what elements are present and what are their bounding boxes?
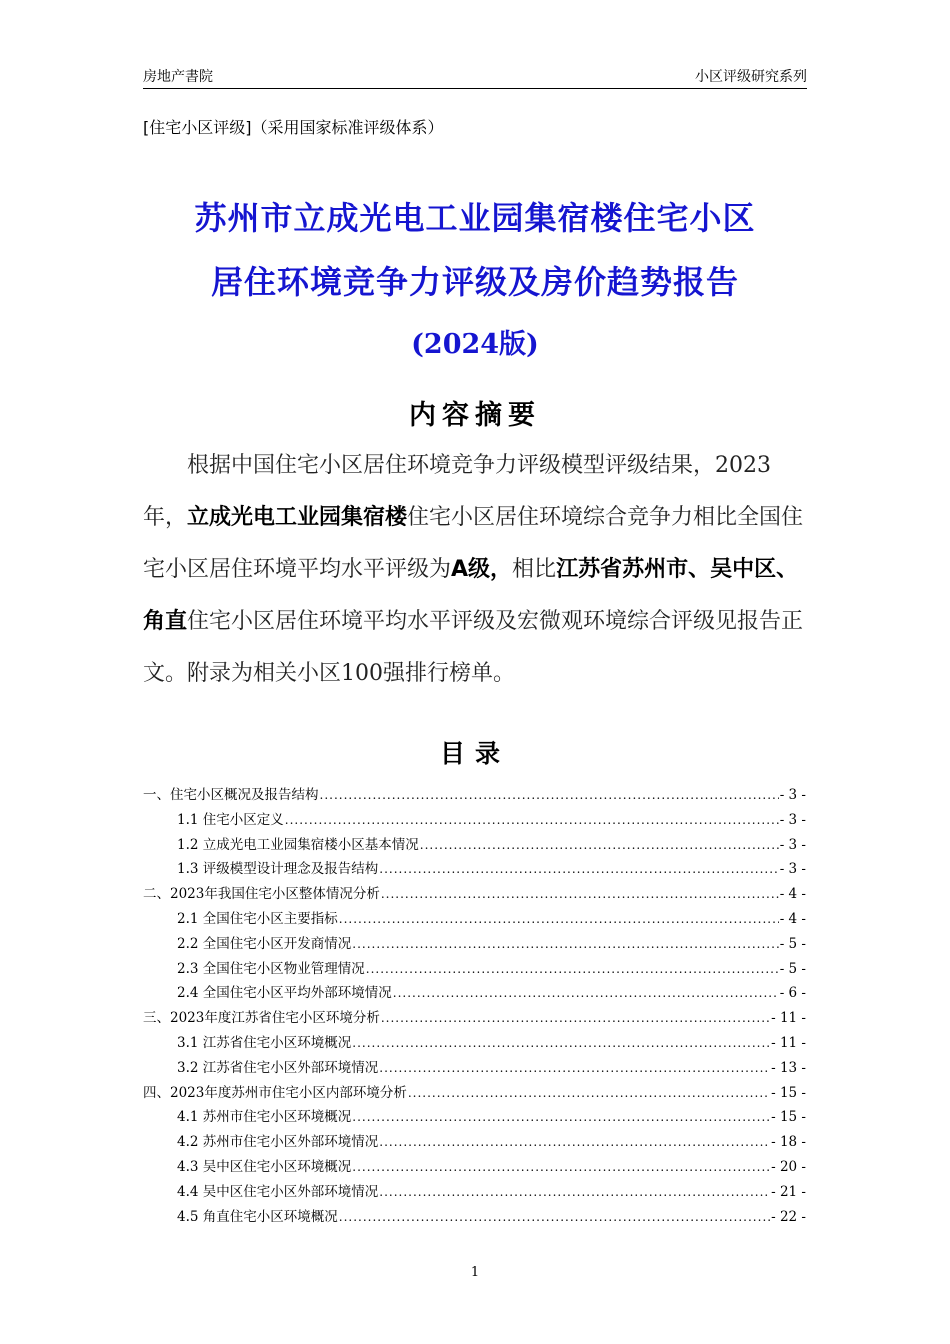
toc-leader-dots bbox=[352, 1160, 770, 1174]
toc-leader-dots bbox=[393, 986, 779, 1000]
header-left-text: 房地产書院 bbox=[143, 69, 213, 85]
toc-entry-page: - 5 - bbox=[779, 935, 806, 952]
abstract-text-4: 住宅小区居住环境平均水平评级及宏微观环境综合评级见报告正文。附录为相关小区100强排行榜单。 bbox=[143, 609, 804, 686]
toc-entry-label: 三、2023年度江苏省住宅小区环境分析 bbox=[143, 1010, 380, 1027]
toc-leader-dots bbox=[339, 912, 779, 926]
toc-entry[interactable] bbox=[143, 981, 806, 1006]
toc-leader-dots bbox=[408, 1086, 770, 1100]
table-of-contents bbox=[143, 783, 806, 1229]
toc-entry-label: 一、住宅小区概况及报告结构 bbox=[143, 787, 319, 803]
report-edition: (2024版) bbox=[411, 329, 539, 360]
toc-entry-page: - 11 - bbox=[771, 1034, 806, 1051]
toc-entry-label: 4.3 吴中区住宅小区环境概况 bbox=[177, 1158, 352, 1175]
abstract-heading: 内容摘要 bbox=[409, 400, 541, 431]
toc-leader-dots bbox=[339, 1210, 770, 1224]
toc-entry-label: 1.2 立成光电工业园集宿楼小区基本情况 bbox=[177, 836, 419, 853]
toc-entry-label: 4.4 吴中区住宅小区外部环境情况 bbox=[177, 1183, 379, 1200]
toc-leader-dots bbox=[379, 1185, 770, 1199]
toc-entry-page: - 3 - bbox=[779, 811, 806, 828]
toc-leader-dots bbox=[381, 1011, 770, 1025]
toc-entry[interactable] bbox=[143, 1130, 806, 1155]
toc-entry-label: 4.2 苏州市住宅小区外部环境情况 bbox=[177, 1134, 379, 1151]
toc-entry-label: 4.5 角直住宅小区环境概况 bbox=[177, 1208, 338, 1225]
toc-leader-dots bbox=[366, 962, 779, 976]
toc-entry-page: - 13 - bbox=[771, 1059, 806, 1076]
abstract-text-2: 住宅小区居住环境综合竞争力相比全国住宅小区居住环境平均水平评级为 bbox=[143, 505, 804, 582]
toc-entry-page: - 3 - bbox=[779, 787, 806, 803]
toc-leader-dots bbox=[352, 937, 778, 951]
toc-entry-label: 3.2 江苏省住宅小区外部环境情况 bbox=[177, 1059, 379, 1076]
toc-leader-dots bbox=[352, 1110, 770, 1124]
abstract-bold-1: 立成光电工业园集宿楼 bbox=[187, 505, 408, 530]
toc-entry-label: 1.1 住宅小区定义 bbox=[177, 811, 284, 828]
toc-entry[interactable] bbox=[143, 1031, 806, 1056]
toc-entry-page: - 3 - bbox=[779, 861, 806, 878]
toc-entry-label: 3.1 江苏省住宅小区环境概况 bbox=[177, 1034, 352, 1051]
toc-entry-page: - 18 - bbox=[771, 1134, 806, 1151]
toc-entry[interactable] bbox=[143, 808, 806, 833]
toc-entry-page: - 6 - bbox=[779, 985, 806, 1002]
toc-leader-dots bbox=[285, 813, 779, 827]
toc-entry[interactable] bbox=[143, 1006, 806, 1031]
abstract-paragraph bbox=[143, 440, 808, 700]
toc-entry-page: - 15 - bbox=[771, 1109, 806, 1126]
toc-entry-page: - 4 - bbox=[779, 910, 806, 927]
toc-entry-page: - 22 - bbox=[771, 1208, 806, 1225]
toc-leader-dots bbox=[320, 788, 779, 802]
abstract-text-3: 相比 bbox=[512, 557, 557, 582]
toc-entry-page: - 4 - bbox=[779, 886, 806, 903]
toc-leader-dots bbox=[379, 1061, 770, 1075]
toc-entry[interactable] bbox=[143, 907, 806, 932]
toc-entry[interactable] bbox=[143, 1105, 806, 1130]
toc-entry[interactable] bbox=[143, 882, 806, 907]
toc-entry[interactable] bbox=[143, 932, 806, 957]
toc-entry-page: - 5 - bbox=[779, 960, 806, 977]
toc-entry-page: - 20 - bbox=[771, 1158, 806, 1175]
toc-entry-label: 4.1 苏州市住宅小区环境概况 bbox=[177, 1109, 352, 1126]
toc-leader-dots bbox=[352, 1036, 770, 1050]
toc-entry-page: - 11 - bbox=[771, 1010, 806, 1027]
toc-entry-label: 2.1 全国住宅小区主要指标 bbox=[177, 910, 338, 927]
toc-entry-label: 1.3 评级模型设计理念及报告结构 bbox=[177, 861, 379, 878]
header-right-text: 小区评级研究系列 bbox=[695, 69, 807, 85]
toc-entry[interactable] bbox=[143, 957, 806, 982]
toc-leader-dots bbox=[381, 887, 779, 901]
abstract-bold-3: 江苏省苏州市、吴中区、角直 bbox=[143, 557, 799, 634]
toc-entry[interactable] bbox=[143, 833, 806, 858]
toc-entry[interactable] bbox=[143, 857, 806, 882]
toc-entry[interactable] bbox=[143, 1180, 806, 1205]
report-category-tag: [住宅小区评级]（采用国家标准评级体系） bbox=[143, 118, 444, 137]
toc-entry[interactable] bbox=[143, 783, 806, 808]
toc-entry-label: 四、2023年度苏州市住宅小区内部环境分析 bbox=[143, 1084, 407, 1101]
header-divider bbox=[143, 88, 807, 89]
toc-entry[interactable] bbox=[143, 1155, 806, 1180]
toc-leader-dots bbox=[379, 862, 778, 876]
toc-heading: 目录 bbox=[439, 739, 510, 768]
abstract-text-1: 根据中国住宅小区居住环境竞争力评级模型评级结果，2023年， bbox=[143, 453, 771, 530]
toc-entry-label: 二、2023年我国住宅小区整体情况分析 bbox=[143, 886, 380, 903]
toc-entry-page: - 3 - bbox=[779, 836, 806, 853]
abstract-bold-2: A级， bbox=[451, 557, 513, 582]
toc-entry-page: - 21 - bbox=[771, 1183, 806, 1200]
report-title-line-1: 苏州市立成光电工业园集宿楼住宅小区 bbox=[194, 199, 756, 237]
toc-entry[interactable] bbox=[143, 1081, 806, 1106]
toc-leader-dots bbox=[420, 838, 779, 852]
toc-entry-label: 2.2 全国住宅小区开发商情况 bbox=[177, 935, 352, 952]
toc-entry[interactable] bbox=[143, 1205, 806, 1230]
toc-leader-dots bbox=[379, 1135, 770, 1149]
toc-entry-page: - 15 - bbox=[771, 1084, 806, 1101]
toc-entry-label: 2.3 全国住宅小区物业管理情况 bbox=[177, 960, 365, 977]
toc-entry[interactable] bbox=[143, 1056, 806, 1081]
page-number: 1 bbox=[470, 1265, 480, 1280]
toc-entry-label: 2.4 全国住宅小区平均外部环境情况 bbox=[177, 985, 392, 1002]
report-title-line-2: 居住环境竞争力评级及房价趋势报告 bbox=[210, 263, 739, 301]
